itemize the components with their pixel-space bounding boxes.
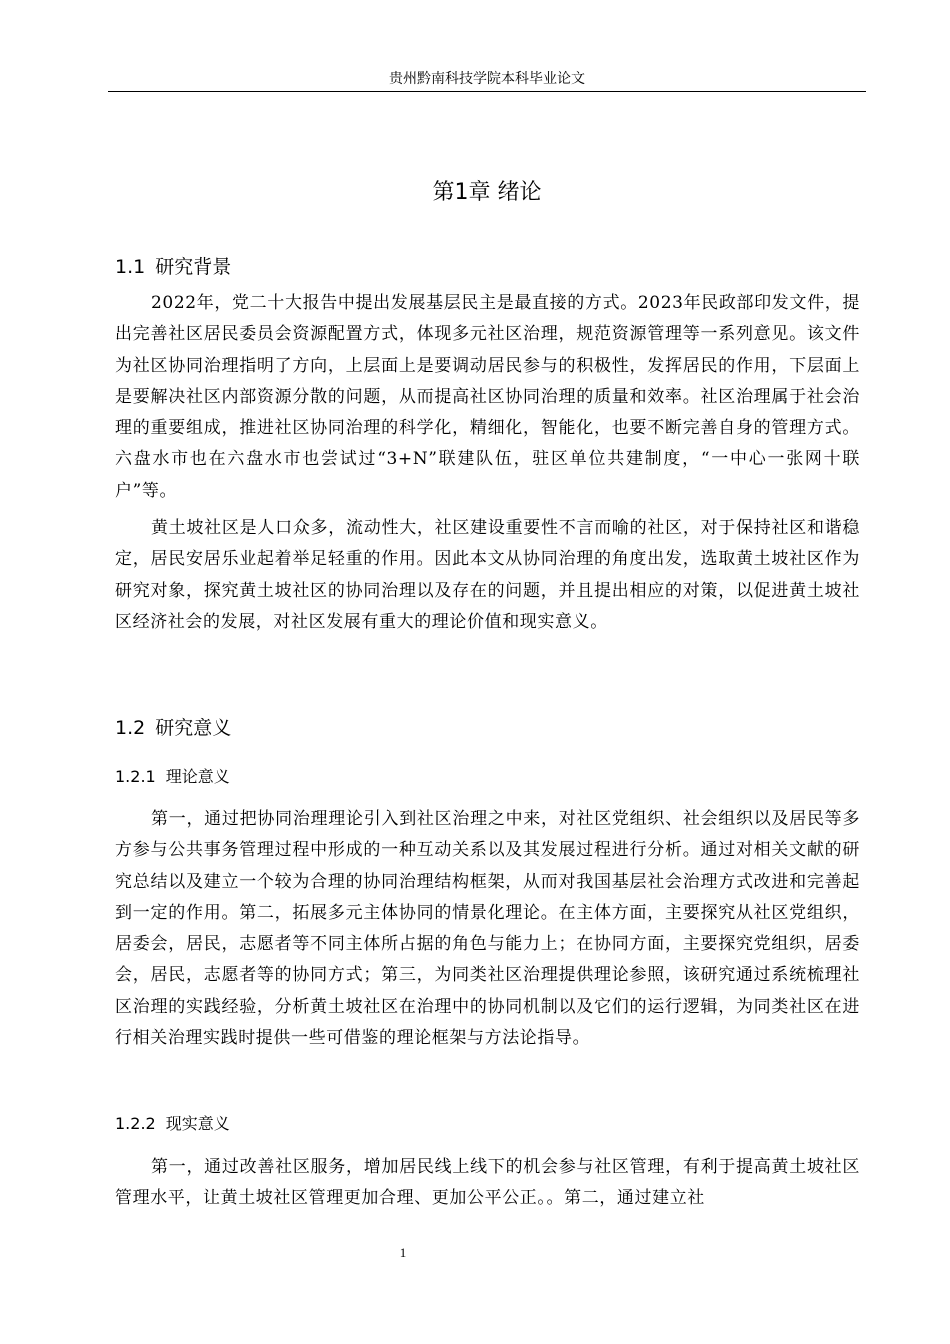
section-title: 研究意义 [155, 717, 232, 739]
subsection-heading-1-2-2 [115, 1113, 230, 1135]
chapter-title: 第1章 绪论 [432, 180, 542, 205]
paragraph-background-2: 黄土坡社区是人口众多，流动性大，社区建设重要性不言而喻的社区，对于保持社区和谐稳定，居民安居乐业起着举足轻重的作用。因此本文从协同治理的角度出发，选取黄土坡社区作为研究对象，探究黄土坡社区的协同治理以及存在的问题，并且提出相应的对策，以促进黄土坡社区经济社会的发展，对社区发展有重大的理论价值和现实意义。 [115, 518, 860, 632]
header-rule [108, 91, 866, 92]
subsection-heading-1-2-1 [115, 766, 230, 788]
section-heading-1-1 [115, 254, 231, 280]
paragraph-background-1: 2022年，党二十大报告中提出发展基层民主是最直接的方式。2023年民政部印发文件，提出完善社区居民委员会资源配置方式，体现多元社区治理，规范资源管理等一系列意见。该文件为社区协同治理指明了方向，上层面上是要调动居民参与的积极性，发挥居民的作用，下层面上是要解决社区内部资源分散的问题，从而提高社区协同治理的质量和效率。社区治理属于社会治理的重要组成，推进社区协同治理的科学化，精细化，智能化，也要不断完善自身的管理方式。六盘水市也在六盘水市也尝试过“3+N”联建队伍，驻区单位共建制度，“一中心一张网十联户”等。 [115, 293, 860, 501]
running-header: 贵州黔南科技学院本科毕业论文 [389, 71, 585, 87]
subsection-number: 1.2.1 [115, 767, 156, 786]
page-number: 1 [399, 1245, 407, 1260]
paragraph-theoretical-significance: 第一，通过把协同治理理论引入到社区治理之中来，对社区党组织、社会组织以及居民等多方参与公共事务管理过程中形成的一种互动关系以及其发展过程进行分析。通过对相关文献的研究总结以及建立一个较为合理的协同治理结构框架，从而对我国基层社会治理方式改进和完善起到一定的作用。第二，拓展多元主体协同的情景化理论。在主体方面，主要探究从社区党组织，居委会，居民，志愿者等不同主体所占据的角色与能力上；在协同方面，主要探究党组织，居委会，居民，志愿者等的协同方式；第三，为同类社区治理提供理论参照，该研究通过系统梳理社区治理的实践经验，分析黄土坡社区在治理中的协同机制以及它们的运行逻辑，为同类社区在进行相关治理实践时提供一些可借鉴的理论框架与方法论指导。 [115, 809, 860, 1049]
subsection-title: 现实意义 [165, 1114, 230, 1133]
section-title: 研究背景 [155, 256, 232, 278]
subsection-number: 1.2.2 [115, 1114, 156, 1133]
subsection-title: 理论意义 [165, 767, 230, 786]
section-number: 1.2 [115, 717, 146, 739]
paragraph-practical-significance: 第一，通过改善社区服务，增加居民线上线下的机会参与社区管理，有利于提高黄土坡社区管理水平，让黄土坡社区管理更加合理、更加公平公正。。第二，通过建立社 [115, 1157, 860, 1209]
section-heading-1-2 [115, 715, 231, 741]
section-number: 1.1 [115, 256, 146, 278]
